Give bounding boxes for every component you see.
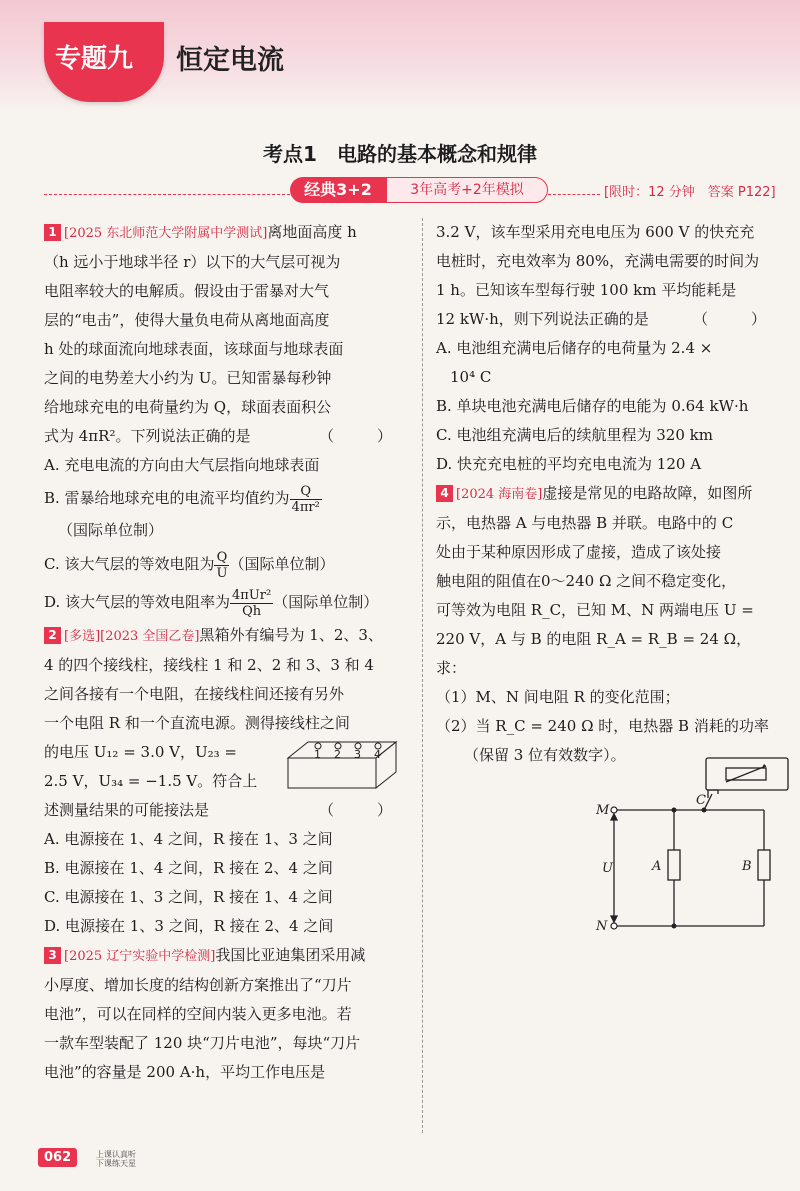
denominator: Qh [242,603,262,619]
q2-option-b: B. 电源接在 1、4 之间，R 接在 2、4 之间 [44,859,333,877]
numerator: Q [214,550,229,566]
q3-text: 3.2 V，该车型采用充电电压为 600 V 的快充充 [436,223,755,241]
divider-right [548,194,600,196]
q4-text: 可等效为电阻 R_C，已知 M、N 两端电压 U = [436,601,754,619]
q1-text [44,422,406,451]
time-info: [限时：12 分钟 答案 P122] [604,185,776,200]
q3-text: 小厚度、增加长度的结构创新方案推出了“刀片 [44,976,352,994]
q1-number: 1 [44,224,61,241]
q1-option-b [44,480,406,516]
q2-option-a: A. 电源接在 1、4 之间，R 接在 1、3 之间 [44,830,333,848]
right-column [436,218,780,934]
q4-number: 4 [436,485,453,502]
q1-text: 层的“电击”，使得大量负电荷从离地面高度 [44,311,330,329]
q3-stem-end: 12 kW·h，则下列说法正确的是 [436,310,649,328]
q2-stem-end: 述测量结果的可能接法是 [44,801,210,819]
q3-option-d: D. 快充充电桩的平均充电电流为 120 A [436,455,702,473]
q3-stem [44,941,406,971]
voltage-label: U [602,861,613,876]
denominator: U [216,565,228,581]
q2-number: 2 [44,627,61,644]
chapter-title: 恒定电流 [176,45,284,76]
page-number: 062 [38,1148,77,1167]
q2-option-d: D. 电源接在 1、3 之间，R 接在 2、4 之间 [44,917,334,935]
q4-text: 处由于某种原因形成了虚接，造成了该处接 [436,543,722,561]
q2-text: 之间各接有一个电阻，在接线柱间还接有另外 [44,685,345,703]
q1-option-b-note: （国际单位制） [58,521,164,539]
column-divider [422,218,423,1133]
q4-part-2-note: （保留 3 位有效数字）。 [464,746,626,764]
q2-text: 2.5 V，U₃₄ = −1.5 V。符合上 [44,772,258,790]
option-text: （国际单位制） [229,555,335,573]
slogan-line: 下课练天星 [96,1159,136,1168]
circuit-diagram [586,750,800,950]
numerator: 4πUr² [232,587,272,603]
q4-part-1: （1）M、N 间电阻 R 的变化范围； [436,688,680,706]
q3-text: 电桩时，充电效率为 80%，充满电需要的时间为 [436,252,760,270]
answer-paren: （ ） [692,310,780,328]
q3-text: 一款车型装配了 120 块“刀片电池”，每块“刀片 [44,1034,361,1052]
q2-text: 的电压 U₁₂ = 3.0 V，U₂₃ = [44,743,238,761]
tag-main: 经典3+2 [290,177,386,203]
denominator: 4πr² [291,499,320,515]
node-label-c: C [696,793,706,808]
q3-option-b: B. 单块电池充满电后储存的电能为 0.64 kW·h [436,397,749,415]
q2-stem [44,621,406,651]
fraction [290,484,322,515]
q3-option-a: A. 电池组充满电后储存的电荷量为 2.4 × [436,339,713,357]
answer-paren: （ ） [318,427,406,445]
left-column [44,218,406,1087]
q2-text: 黑箱外有编号为 1、2、3、 [199,626,383,644]
q1-text: （h 远小于地球半径 r）以下的大气层可视为 [44,253,341,271]
q3-option-a-cont: 10⁴ C [450,368,492,386]
q1-option-c [44,545,406,583]
fraction [230,588,273,619]
q1-text: 离地面高度 h [267,223,357,241]
section-title: 考点1 电路的基本概念和规律 [263,142,537,166]
q1-stem [44,218,406,248]
q3-number: 3 [44,947,61,964]
q1-source: [2025 东北师范大学附属中学测试] [64,226,268,241]
q2-text [44,796,406,825]
q4-part-2: （2）当 R_C = 240 Ω 时，电热器 B 消耗的功率 [436,717,769,735]
numerator: Q [290,484,322,500]
heater-label-b: B [742,859,752,874]
node-label-m: M [596,803,610,818]
q4-source: [2024 海南卷] [456,487,543,502]
terminal-label: 1 [314,748,321,761]
fraction [214,550,229,581]
option-text: D. 该大气层的等效电阻率为 [44,593,231,611]
q1-text: 之间的电势差大小约为 U。已知雷暴每秒钟 [44,369,332,387]
q2-source: [多选][2023 全国乙卷] [64,629,200,644]
answer-paren: （ ） [318,801,406,819]
q2-text: 一个电阻 R 和一个直流电源。测得接线柱之间 [44,714,350,732]
terminal-label: 4 [374,748,381,761]
option-text: C. 该大气层的等效电阻为 [44,555,215,573]
q3-text: 我国比亚迪集团采用减 [215,946,366,964]
q3-text [436,305,780,334]
q2-box-area [44,738,406,796]
q4-stem [436,479,780,509]
q2-text: 4 的四个接线柱，接线柱 1 和 2、2 和 3、3 和 4 [44,656,374,674]
q3-text: 电池”，可以在同样的空间内装入更多电池。若 [44,1005,352,1023]
option-text: （国际单位制） [273,593,379,611]
q1-text: 电阻率较大的电解质。假设由于雷暴对大气 [44,282,330,300]
q2-option-c: C. 电源接在 1、3 之间，R 接在 1、4 之间 [44,888,333,906]
terminal-box-diagram [286,736,398,792]
chapter-number: 专题九 [55,44,134,74]
q3-option-c: C. 电池组充满电后的续航里程为 320 km [436,426,713,444]
q1-stem-end: 式为 4πR²。下列说法正确的是 [44,427,251,445]
q1-option-d [44,583,406,621]
q4-text: 虚接是常见的电路故障，如图所 [542,484,753,502]
terminal-label: 2 [334,748,341,761]
q3-text: 电池”的容量是 200 A·h，平均工作电压是 [44,1063,326,1081]
q1-text: h 处的球面流向地球表面，该球面与地球表面 [44,340,344,358]
tag-sub: 3年高考+2年模拟 [386,177,548,203]
q4-text: 示，电热器 A 与电热器 B 并联。电路中的 C [436,514,734,532]
q4-text: 触电阻的阻值在0～240 Ω 之间不稳定变化， [436,572,737,590]
slogan-line: 上课认真听 [96,1150,136,1159]
q1-option-a: A. 充电电流的方向由大气层指向地球表面 [44,456,320,474]
terminal-label: 3 [354,748,361,761]
footer-slogan [96,1150,136,1168]
q4-text: 220 V，A 与 B 的电阻 R_A = R_B = 24 Ω，求： [436,630,752,677]
option-text: B. 雷暴给地球充电的电流平均值约为 [44,489,290,507]
node-label-n: N [596,919,608,934]
q3-text: 1 h。已知该车型每行驶 100 km 平均能耗是 [436,281,737,299]
q3-source: [2025 辽宁实验中学检测] [64,949,216,964]
heater-label-a: A [652,859,662,874]
q1-text: 给地球充电的电荷量约为 Q，球面表面积公 [44,398,332,416]
divider-left [44,194,290,196]
